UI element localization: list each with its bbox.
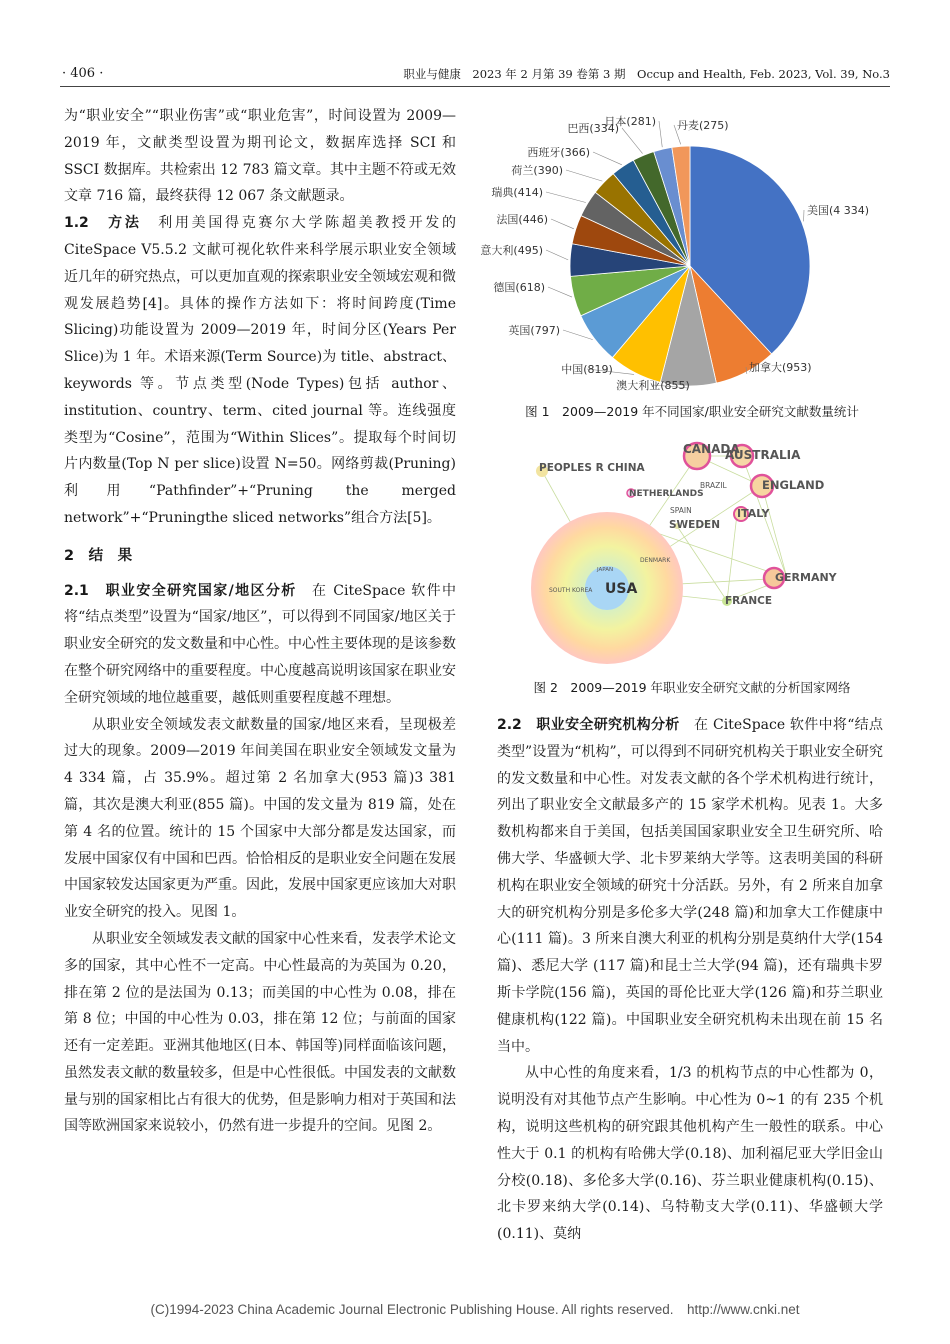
figure-1 [480, 108, 887, 426]
page-header [60, 64, 890, 87]
pie-label-4: 英国(797) [508, 324, 560, 337]
pie-label-13: 丹麦(275) [677, 119, 729, 132]
right-column [497, 712, 883, 1248]
journal-line: 职业与健康 2023 年 2 月第 39 卷第 3 期 Occup and Health, Feb. 2023, Vol. 39, No.3 [403, 67, 890, 81]
country-network [497, 436, 887, 668]
subsection-heading: 1.2 方法 [64, 215, 142, 232]
pie-label-8: 瑞典(414) [491, 186, 543, 199]
node-label-france: FRANCE [725, 595, 773, 607]
paragraph-text: 在 CiteSpace 软件中将“结点类型”设置为“机构”，可以得到不同研究机构关于职业安全研究的发文数量和中心性。对发表文献的各个学术机构进行统计，列出了职业安全文献最多产的 15 家学术机构。见表 1。大多数机构都来自于美国，包括美国国家职业安全卫生研究所、哈佛大学、华盛顿大学、北卡罗莱纳大学等。这表明美国的科研机构在职业安全领域的研究十分活跃。另外，有 2 所来自加拿大的研究机构分别是多伦多大学(248 篇)和加拿大工作健康中心(111 篇)。3 所来自澳大利亚的机构分别是莫纳什大学(154 篇)、悉尼大学 (117 篇)和昆士兰大学(94 篇)，还有瑞典卡罗斯卡学院(156 篇)，英国的哥伦比亚大学(126 篇)和芬兰职业健康机构(122 篇)。中国职业安全研究机构未出现在前 15 名当中。 [497, 717, 883, 1055]
pie-leader-11 [622, 128, 643, 154]
pie-leader-4 [563, 330, 593, 340]
paragraph: 从职业安全领域发表文献的国家中心性来看，发表学术论文多的国家，其中心性不一定高。中心性最高的为英国为 0.20，排在第 2 位的是法国为 0.13；而美国的中心性为 0.08，排在第 8 位；中国的中心性为 0.03，排在第 12 位；与前面的国家还有一定差距。亚洲其他地区(日本、韩国等)同样面临该问题，虽然发表文献的数量较多，但是中心性很低。中国发表的文献数量与别的国家相比占有很大的优势，但是影响力相对于英国和法国等欧洲国家来说较小，仍然有进一步提升的空间。见图 2。 [64, 930, 456, 1135]
pie-chart [480, 108, 887, 400]
pie-leader-10 [593, 152, 622, 165]
pie-label-0: 美国(4 334) [807, 204, 870, 217]
figure-2 [497, 436, 887, 700]
node-label-germany: GERMANY [775, 571, 837, 584]
figure-2-caption: 图 2 2009—2019 年职业安全研究文献的分析国家网络 [533, 680, 851, 695]
subsection-heading: 2.1 职业安全研究国家/地区分析 [64, 582, 297, 599]
node-label-brazil: BRAZIL [700, 481, 727, 490]
pie-label-9: 荷兰(390) [511, 164, 563, 177]
paragraph [64, 210, 456, 532]
node-label-netherlands: NETHERLANDS [629, 489, 704, 499]
paragraph: 从职业安全领域发表文献数量的国家/地区来看，呈现极差过大的现象。2009—2019 年间美国在职业安全领域发文量为 4 334 篇，占 35.9%。超过第 2 名加拿大(953 篇)3 381 篇，其次是澳大利亚(855 篇)。中国的发文量为 819 篇，处在第 4 名的位置。统计的 15 个国家中大部分都是发达国家，而发展中国家仅有中国和巴西。恰恰相反的是职业安全问题在发展中国家较发达国家更为严重。因此，发展中国家更应该加大对职业安全研究的投入。见图 1。 [64, 716, 456, 921]
copyright-footer: (C)1994-2023 China Academic Journal Electronic Publishing House. All rights reserved. http://www.cnki.net [150, 1302, 800, 1317]
pie-label-3: 中国(819) [561, 363, 613, 376]
section-heading: 2 结 果 [64, 547, 133, 564]
pie-leader-6 [546, 250, 568, 260]
pie-leader-5 [548, 287, 572, 297]
pie-label-5: 德国(618) [493, 281, 545, 294]
pie-label-7: 法国(446) [496, 213, 548, 226]
paragraph-text: 在 CiteSpace 软件中将“结点类型”设置为“国家/地区”，可以得到不同国家/地区关于职业安全研究的发文数量和中心性。中心性主要体现的是该参数在整个研究网络中的重要程度。中心度越高说明该国家在职业安全研究领域的地位越重要，越低则重要程度越不理想。 [64, 582, 456, 706]
figure-1-caption: 图 1 2009—2019 年不同国家/职业安全研究文献数量统计 [525, 404, 859, 419]
pie-label-11: 巴西(334) [567, 122, 619, 135]
pie-label-1: 加拿大(953) [749, 361, 812, 374]
node-label-australia: AUSTRALIA [725, 448, 801, 462]
subsection-heading: 2.2 职业安全研究机构分析 [497, 717, 680, 733]
pie-leader-8 [546, 192, 586, 202]
paragraph-text: 利用美国得克赛尔大学陈超美教授开发的 CiteSpace V5.5.2 文献可视化软件来科学展示职业安全领域近几年的研究热点，可以更加直观的探索职业安全领域宏观和微观发展趋势[4]。具体的操作方法如下：将时间跨度(Time Slicing)功能设置为 2009—2019 年，时间分区(Years Per Slice)为 1 年。术语来源(Term Source)为 title、abstract、keywords 等。节点类型(Node Types)包括 author、institution、country、term、cited journal 等。连线强度类型为“Cosine”，范围为“Within Slices”。提取每个时间切片内数量(Top N per slice)设置 N=50。网络剪裁(Pruning)利用“Pathfinder”+“Pruning the merged network”+“Pruningthe sliced networks”组合方法[5]。 [64, 215, 456, 526]
node-label-usa: USA [605, 581, 638, 597]
node-label-south-korea: SOUTH KOREA [549, 587, 593, 594]
paragraph [64, 578, 456, 712]
node-label-japan: JAPAN [597, 567, 614, 573]
node-label-canada: CANADA [683, 442, 740, 456]
left-column [64, 103, 456, 1140]
node-label-italy: ITALY [737, 507, 770, 520]
paragraph [497, 712, 883, 1060]
node-label-denmark: DENMARK [640, 557, 671, 564]
paragraph: 为“职业安全”“职业伤害”或“职业危害”，时间设置为 2009—2019 年，文献类型设置为期刊论文，数据库选择 SCI 和 SSCI 数据库。共检索出 12 783 篇文章。其中主题不符或无效文章 716 篇，最终获得 12 067 条文献题录。 [64, 108, 456, 205]
node-label-spain: SPAIN [670, 506, 692, 515]
pie-label-12: 日本(281) [604, 115, 656, 128]
paragraph: 从中心性的角度来看，1/3 的机构节点的中心性都为 0，说明没有对其他节点产生影响。中心性为 0~1 的有 235 个机构，说明这些机构的研究跟其他机构产生一般性的联系。中心性大于 0.1 的机构有哈佛大学(0.18)、加利福尼亚大学旧金山分校(0.18)、多伦多大学(0.16)、芬兰职业健康机构(0.15)、北卡罗来纳大学(0.14)、乌特勒支大学(0.11)、华盛顿大学(0.11)、莫纳 [497, 1065, 883, 1243]
pie-leader-7 [551, 219, 574, 229]
pie-label-2: 澳大利亚(855) [616, 379, 690, 392]
pie-label-6: 意大利(495) [480, 244, 543, 257]
page-number: · 406 · [62, 66, 104, 81]
pie-label-10: 西班牙(366) [527, 146, 590, 159]
pie-leader-12 [659, 121, 662, 147]
node-label-sweden: SWEDEN [669, 519, 720, 531]
node-label-england: ENGLAND [762, 478, 825, 492]
pie-leader-9 [566, 170, 602, 181]
node-label-china: PEOPLES R CHINA [539, 462, 645, 474]
